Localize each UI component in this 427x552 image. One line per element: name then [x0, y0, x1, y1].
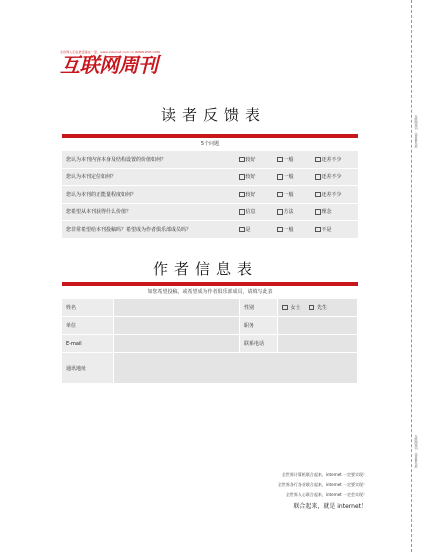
gender-male-option[interactable]	[309, 304, 328, 311]
answer-label: 较好	[245, 156, 256, 163]
female-label: 女士	[290, 305, 301, 311]
author-card	[62, 282, 358, 383]
answer-option[interactable]	[315, 156, 353, 163]
question-row	[62, 203, 358, 221]
question-text: 您非常希望给本刊投稿吗？希望成为作者俱乐部成员吗？	[66, 226, 192, 233]
info-row-address	[62, 352, 358, 383]
answer-label: 是	[245, 226, 251, 233]
answer-checkbox[interactable]	[239, 157, 245, 163]
male-label: 先生	[317, 305, 328, 311]
gender-female-option[interactable]	[282, 304, 301, 311]
question-text: 您认为本刊内容本身及结构设置的价值如何？	[66, 156, 167, 163]
answer-option[interactable]	[239, 208, 277, 215]
answer-checkbox[interactable]	[277, 174, 283, 180]
answer-option[interactable]	[315, 208, 353, 215]
answer-checkbox[interactable]	[277, 227, 283, 233]
answer-checkbox[interactable]	[239, 192, 245, 198]
answer-option[interactable]	[315, 226, 353, 233]
info-row-email	[62, 334, 358, 352]
footer-slogans	[278, 470, 367, 513]
name-label: 姓名	[62, 299, 114, 316]
email-field[interactable]	[114, 335, 240, 352]
question-text: 您认为本刊的正能量程度如何？	[66, 191, 137, 198]
gender-label: 性别	[240, 299, 278, 316]
email-label: E-mail	[62, 335, 114, 352]
answer-option[interactable]	[239, 156, 277, 163]
answer-label: 一般	[283, 156, 294, 163]
answer-checkbox[interactable]	[239, 209, 245, 215]
masthead-tagline: 全世界人们在此连接在一起，www.internet.com.cn WWW.ZSH.COM	[60, 50, 160, 54]
answer-checkbox[interactable]	[239, 174, 245, 180]
gender-field	[278, 299, 358, 316]
answer-option[interactable]	[277, 156, 315, 163]
footer-line-3: 全世界人心联合起来，internet 一定会实现！	[285, 492, 367, 497]
answer-checkbox[interactable]	[315, 174, 321, 180]
answer-option[interactable]	[315, 191, 353, 198]
answer-option[interactable]	[239, 191, 277, 198]
feedback-card	[62, 134, 358, 238]
position-field[interactable]	[278, 317, 358, 334]
edge-text-bottom: 互联网周刊 · 读者俱乐部	[414, 435, 418, 468]
answer-checkbox[interactable]	[315, 209, 321, 215]
answer-option[interactable]	[239, 173, 277, 180]
question-row	[62, 150, 358, 168]
answer-option[interactable]	[277, 226, 315, 233]
footer-line-4: 联合起来，就是 internet！	[293, 503, 367, 510]
position-label: 职务	[240, 317, 278, 334]
magazine-logo: 互联网周刊	[60, 53, 158, 77]
question-text: 您希望从本刊获得什么价值？	[66, 209, 132, 216]
male-checkbox[interactable]	[309, 305, 315, 311]
answer-label: 理念	[321, 209, 332, 216]
answer-checkbox[interactable]	[277, 157, 283, 163]
footer-line-1: 全世界计算机联合起来，internet 一定要实现！	[281, 472, 367, 477]
question-row	[62, 168, 358, 186]
answer-label: 一般	[283, 174, 294, 181]
edge-text-top: 互联网周刊 · 读者俱乐部	[414, 115, 418, 148]
phone-field[interactable]	[278, 335, 358, 352]
answer-option[interactable]	[277, 208, 315, 215]
cut-line	[411, 0, 412, 552]
answer-label: 一般	[283, 226, 294, 233]
answer-option[interactable]	[277, 191, 315, 198]
footer-line-2: 全世界各行各业联合起来，internet 一定要实现！	[277, 482, 367, 487]
answer-label: 较好	[245, 191, 256, 198]
question-text: 您认为本刊定位如何？	[66, 174, 117, 181]
question-row	[62, 220, 358, 238]
unit-field[interactable]	[114, 317, 240, 334]
info-row-unit	[62, 316, 358, 334]
info-row-name	[62, 298, 358, 316]
answer-label: 一般	[283, 191, 294, 198]
phone-label: 联系电话	[240, 335, 278, 352]
address-field[interactable]	[114, 353, 358, 383]
answer-checkbox[interactable]	[315, 192, 321, 198]
feedback-subhead: 5个问题	[62, 138, 358, 150]
answer-label: 方法	[283, 209, 294, 216]
author-subhead: 如您希望投稿，或希望成为作者俱乐部成员，请填写此表	[62, 286, 358, 298]
answer-label: 信息	[245, 209, 256, 216]
question-row	[62, 185, 358, 203]
answer-label: 还差不少	[321, 174, 342, 181]
masthead	[60, 50, 160, 75]
feedback-questions	[62, 150, 358, 238]
answer-label: 较好	[245, 174, 256, 181]
female-checkbox[interactable]	[282, 305, 288, 311]
answer-checkbox[interactable]	[315, 227, 321, 233]
answer-option[interactable]	[277, 173, 315, 180]
feedback-title: 读者反馈表	[160, 106, 266, 124]
unit-label: 单位	[62, 317, 114, 334]
answer-label: 还差不少	[321, 191, 342, 198]
answer-label: 还差不少	[321, 156, 342, 163]
answer-option[interactable]	[239, 226, 277, 233]
answer-label: 不是	[321, 226, 332, 233]
address-label: 通讯地址	[62, 353, 114, 383]
author-title: 作者信息表	[152, 260, 258, 278]
answer-checkbox[interactable]	[277, 192, 283, 198]
name-field[interactable]	[114, 299, 240, 316]
answer-checkbox[interactable]	[239, 227, 245, 233]
answer-option[interactable]	[315, 173, 353, 180]
answer-checkbox[interactable]	[315, 157, 321, 163]
answer-checkbox[interactable]	[277, 209, 283, 215]
